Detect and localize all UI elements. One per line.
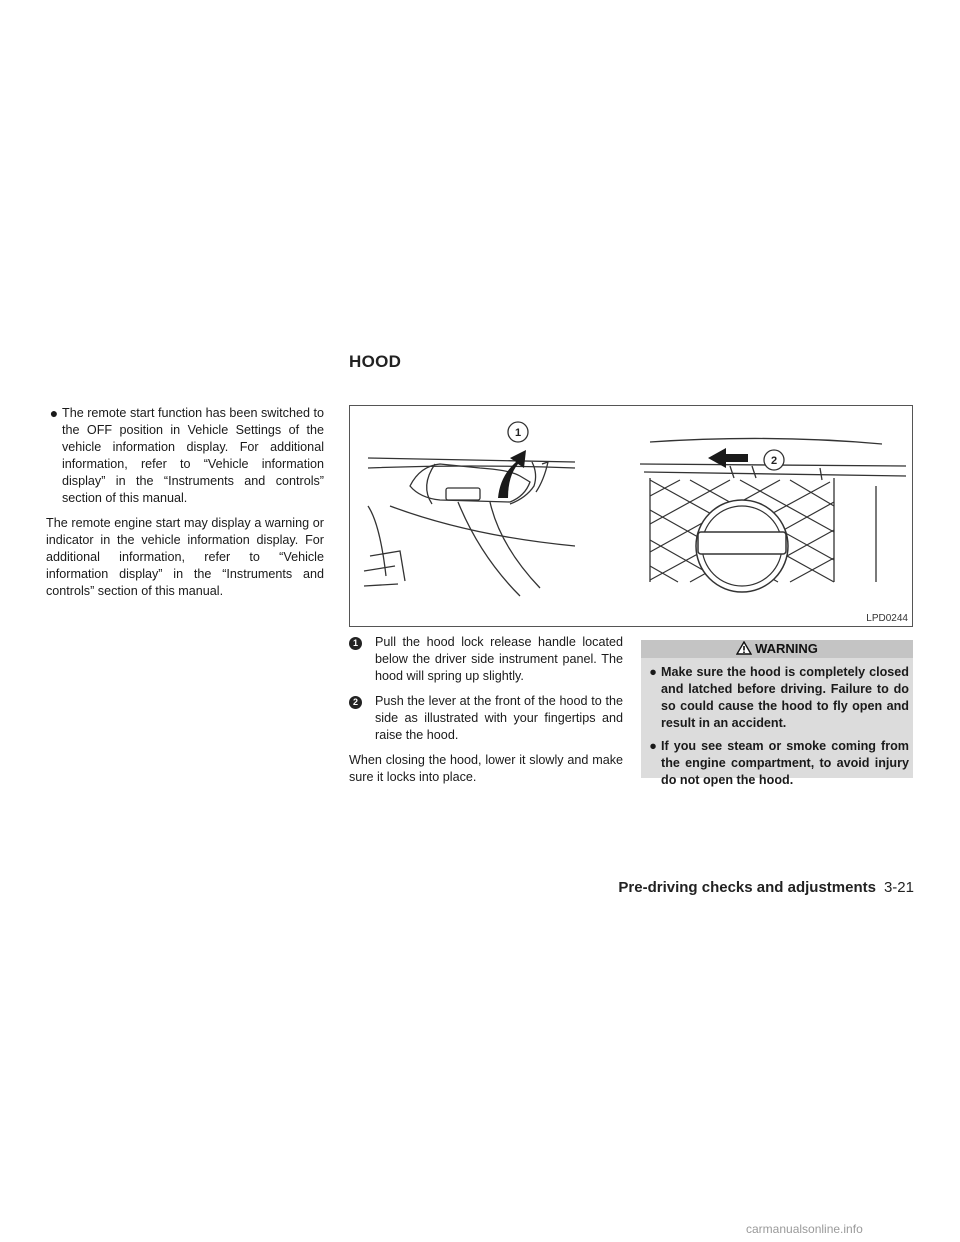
callout-2-label: 2 [770,455,778,467]
warning-list [641,658,913,789]
left-column [46,405,324,600]
closing-paragraph: When closing the hood, lower it slowly and make sure it locks into place. [349,753,623,784]
hood-release-illustration [349,405,913,627]
warning-header [641,640,913,658]
warning-item [645,664,909,732]
warning-triangle-icon [736,641,752,655]
warning-item-text: Make sure the hood is completely closed and latched before driving. Failure to do so could cause the hood to fly open and result in an accident. [661,665,909,730]
warning-item-text: If you see steam or smoke coming from the engine compartment, to avoid injury do not open the hood. [661,739,909,787]
warning-item [645,738,909,789]
watermark: carmanualsonline.info [746,1222,863,1236]
illustration-drawing [350,406,913,627]
callout-1-label: 1 [514,427,522,439]
step-item [349,693,623,744]
warning-title: WARNING [755,641,818,656]
step-item [349,634,623,685]
step-number-badge: 1 [349,637,362,650]
warning-box [641,640,913,787]
bullet-icon: ● [649,739,657,753]
page-footer [618,879,914,896]
footer-section-name: Pre-driving checks and adjustments [618,879,876,896]
bullet-icon: ● [49,405,59,421]
bullet-icon: ● [649,665,657,679]
figure-code: LPD0244 [866,613,908,624]
step-text: Push the lever at the front of the hood to the side as illustrated with your fingertips and raise the hood. [375,694,623,742]
info-paragraph: The remote engine start may display a warning or indicator in the vehicle information display. For additional information, refer to “Vehicle information display” in the “Instruments and controls” section of this manual. [46,516,324,598]
page-number: 3-21 [883,879,914,896]
bullet-text: The remote start function has been switched to the OFF position in Vehicle Settings of the vehicle information display. For additional information, refer to “Vehicle information display” in the “Instruments and controls” section of this manual. [62,406,324,505]
step-number-badge: 2 [349,696,362,709]
step-text: Pull the hood lock release handle located below the driver side instrument panel. The hood will spring up slightly. [375,635,623,683]
bullet-item [46,405,324,507]
section-title: HOOD [349,352,402,371]
instructions-column [349,634,623,786]
